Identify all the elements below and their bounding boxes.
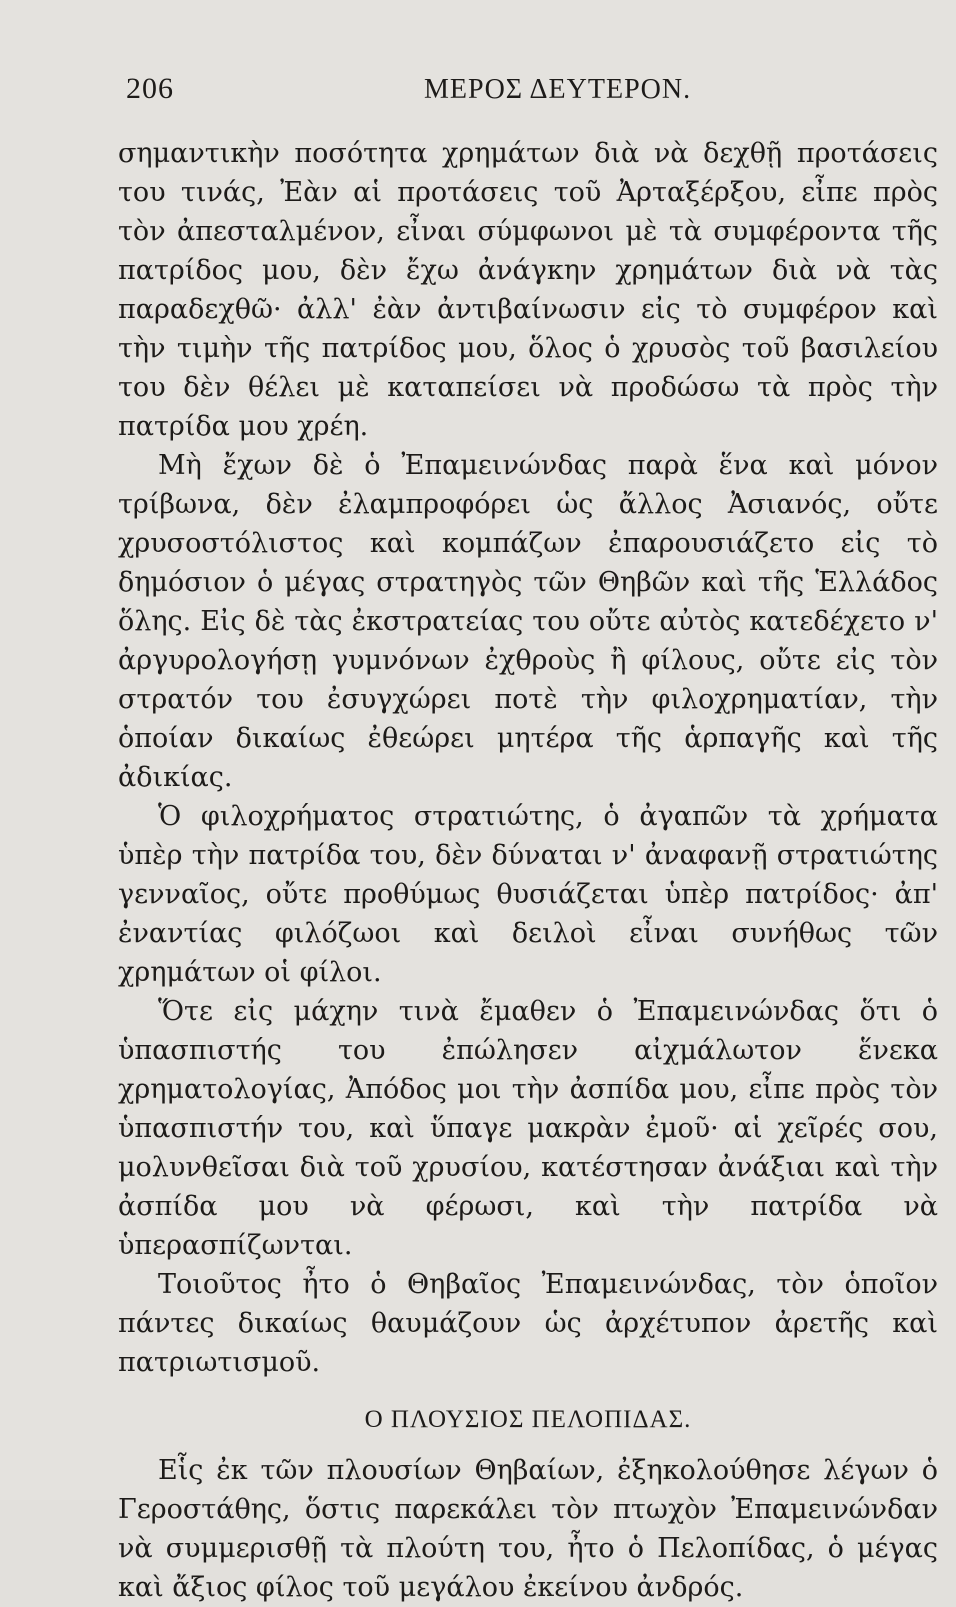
page-body [118,134,938,1607]
paragraph: Τοιοῦτος ἦτο ὁ Θηβαῖος Ἐπαμεινώνδας, τὸν ὁποῖον πάντες δικαίως θαυμάζουν ὡς ἀρχέτυπον ἀρετῆς καὶ πατριωτισμοῦ. [118,1269,938,1378]
page-number: 206 [126,72,174,105]
paragraph: Ὅτε εἰς μάχην τινὰ ἔμαθεν ὁ Ἐπαμεινώνδας ὅτι ὁ ὑπασπιστής του ἐπώλησεν αἰχμάλωτον ἕνεκα χρηματολογίας, Ἀπόδος μοι τὴν ἀσπίδα μου, εἶπε πρὸς τὸν ὑπασπιστήν του, καὶ ὕπαγε μακρὰν ἐμοῦ· αἱ χεῖρές σου, μολυνθεῖσαι διὰ τοῦ χρυσίου, κατέστησαν ἀνάξιαι καὶ τὴν ἀσπίδα μου νὰ φέρωσι, καὶ τὴν πατρίδα νὰ ὑπερασπίζωνται. [118,996,938,1261]
paragraph-continued: σημαντικὴν ποσότητα χρημάτων διὰ νὰ δεχθῇ προτάσεις του τινάς, Ἐὰν αἱ προτάσεις τοῦ Ἀρταξέρξου, εἶπε πρὸς τὸν ἀπεσταλμένον, εἶναι σύμφωνοι μὲ τὰ συμφέροντα τῆς πατρίδος μου, δὲν ἔχω ἀνάγκην χρημάτων διὰ νὰ τὰς παραδεχθῶ· ἀλλ' ἐὰν ἀντιβαίνωσιν εἰς τὸ συμφέρον καὶ τὴν τιμὴν τῆς πατρίδος μου, ὅλος ὁ χρυσὸς τοῦ βασιλείου του δὲν θέλει μὲ καταπείσει νὰ προδώσω τὰ πρὸς τὴν πατρίδα μου χρέη. [118,138,938,442]
running-title: ΜΕΡΟΣ ΔΕΥΤΕΡΟΝ. [424,74,692,105]
paragraph: Ὁ φιλοχρήματος στρατιώτης, ὁ ἀγαπῶν τὰ χρήματα ὑπὲρ τὴν πατρίδα του, δὲν δύναται ν' ἀναφανῇ στρατιώτης γενναῖος, οὔτε προθύμως θυσιάζεται ὑπὲρ πατρίδος· ἀπ' ἐναντίας φιλόζωοι καὶ δειλοὶ εἶναι συνήθως τῶν χρημάτων οἱ φίλοι. [118,801,938,988]
paragraph: Μὴ ἔχων δὲ ὁ Ἐπαμεινώνδας παρὰ ἕνα καὶ μόνον τρίβωνα, δὲν ἐλαμπροφόρει ὡς ἄλλος Ἀσιανός, οὔτε χρυσοστόλιστος καὶ κομπάζων ἐπαρουσιάζετο εἰς τὸ δημόσιον ὁ μέγας στρατηγὸς τῶν Θηβῶν καὶ τῆς Ἑλλάδος ὅλης. Εἰς δὲ τὰς ἐκστρατείας του οὔτε αὐτὸς κατεδέχετο ν' ἀργυρολογήσῃ γυμνόνων ἐχθροὺς ἢ φίλους, οὔτε εἰς τὸν στρατόν του ἐσυγχώρει ποτὲ τὴν φιλοχρηματίαν, τὴν ὁποίαν δικαίως ἐθεώρει μητέρα τῆς ἁρπαγῆς καὶ τῆς ἀδικίας. [118,450,938,793]
section-heading: Ο ΠΛΟΥΣΙΟΣ ΠΕΛΟΠΙΔΑΣ. [364,1406,692,1433]
page-header [126,72,916,116]
paragraph: Εἷς ἐκ τῶν πλουσίων Θηβαίων, ἐξηκολούθησε λέγων ὁ Γεροστάθης, ὅστις παρεκάλει τὸν πτωχὸν Ἐπαμεινώνδαν νὰ συμμερισθῇ τὰ πλούτη του, ἦτο ὁ Πελοπίδας, ὁ μέγας καὶ ἄξιος φίλος τοῦ μεγάλου ἐκείνου ἀνδρός. [118,1455,938,1603]
